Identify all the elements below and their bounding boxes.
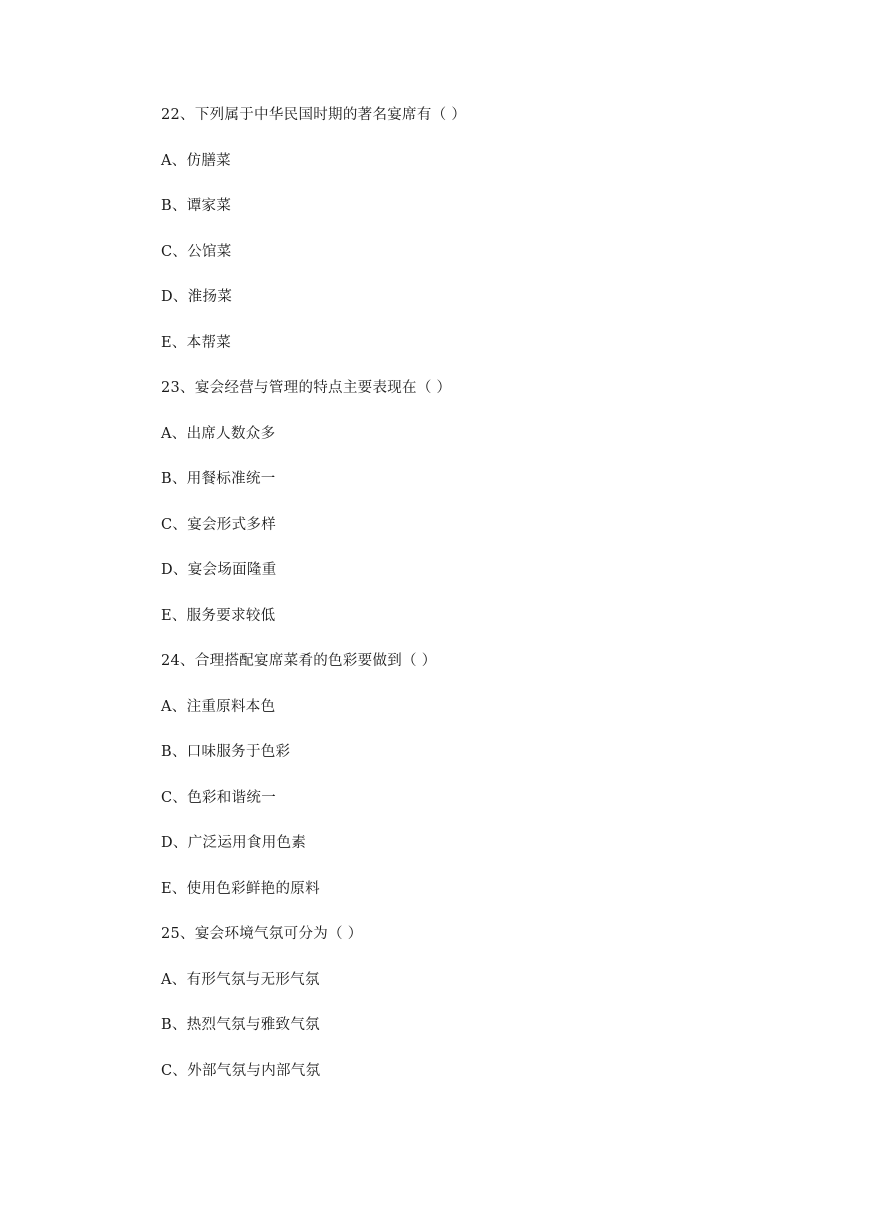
option-a: A、出席人数众多: [161, 425, 276, 442]
option-c: C、外部气氛与内部气氛: [161, 1062, 321, 1079]
question-stem: 22、下列属于中华民国时期的著名宴席有（ ）: [161, 107, 467, 123]
question-stem: 25、宴会环境气氛可分为（ ）: [161, 926, 363, 942]
option-c: C、色彩和谐统一: [161, 789, 276, 806]
question-stem: 24、合理搭配宴席菜肴的色彩要做到（ ）: [161, 653, 437, 669]
option-d: D、宴会场面隆重: [161, 562, 277, 578]
option-d: D、淮扬菜: [161, 289, 233, 305]
question-stem: 23、宴会经营与管理的特点主要表现在（ ）: [161, 380, 452, 396]
option-a: A、有形气氛与无形气氛: [161, 971, 320, 988]
option-b: B、谭家菜: [161, 198, 232, 214]
option-e: E、使用色彩鲜艳的原料: [161, 880, 320, 897]
question-list: [161, 104, 801, 1105]
option-b: B、口味服务于色彩: [161, 744, 291, 760]
option-b: B、热烈气氛与雅致气氛: [161, 1017, 320, 1033]
option-b: B、用餐标准统一: [161, 471, 276, 487]
option-c: C、宴会形式多样: [161, 516, 276, 533]
option-a: A、注重原料本色: [161, 698, 276, 715]
option-d: D、广泛运用食用色素: [161, 835, 307, 851]
option-c: C、公馆菜: [161, 243, 232, 260]
option-e: E、本帮菜: [161, 334, 232, 351]
option-a: A、仿膳菜: [161, 152, 231, 169]
option-e: E、服务要求较低: [161, 607, 276, 624]
